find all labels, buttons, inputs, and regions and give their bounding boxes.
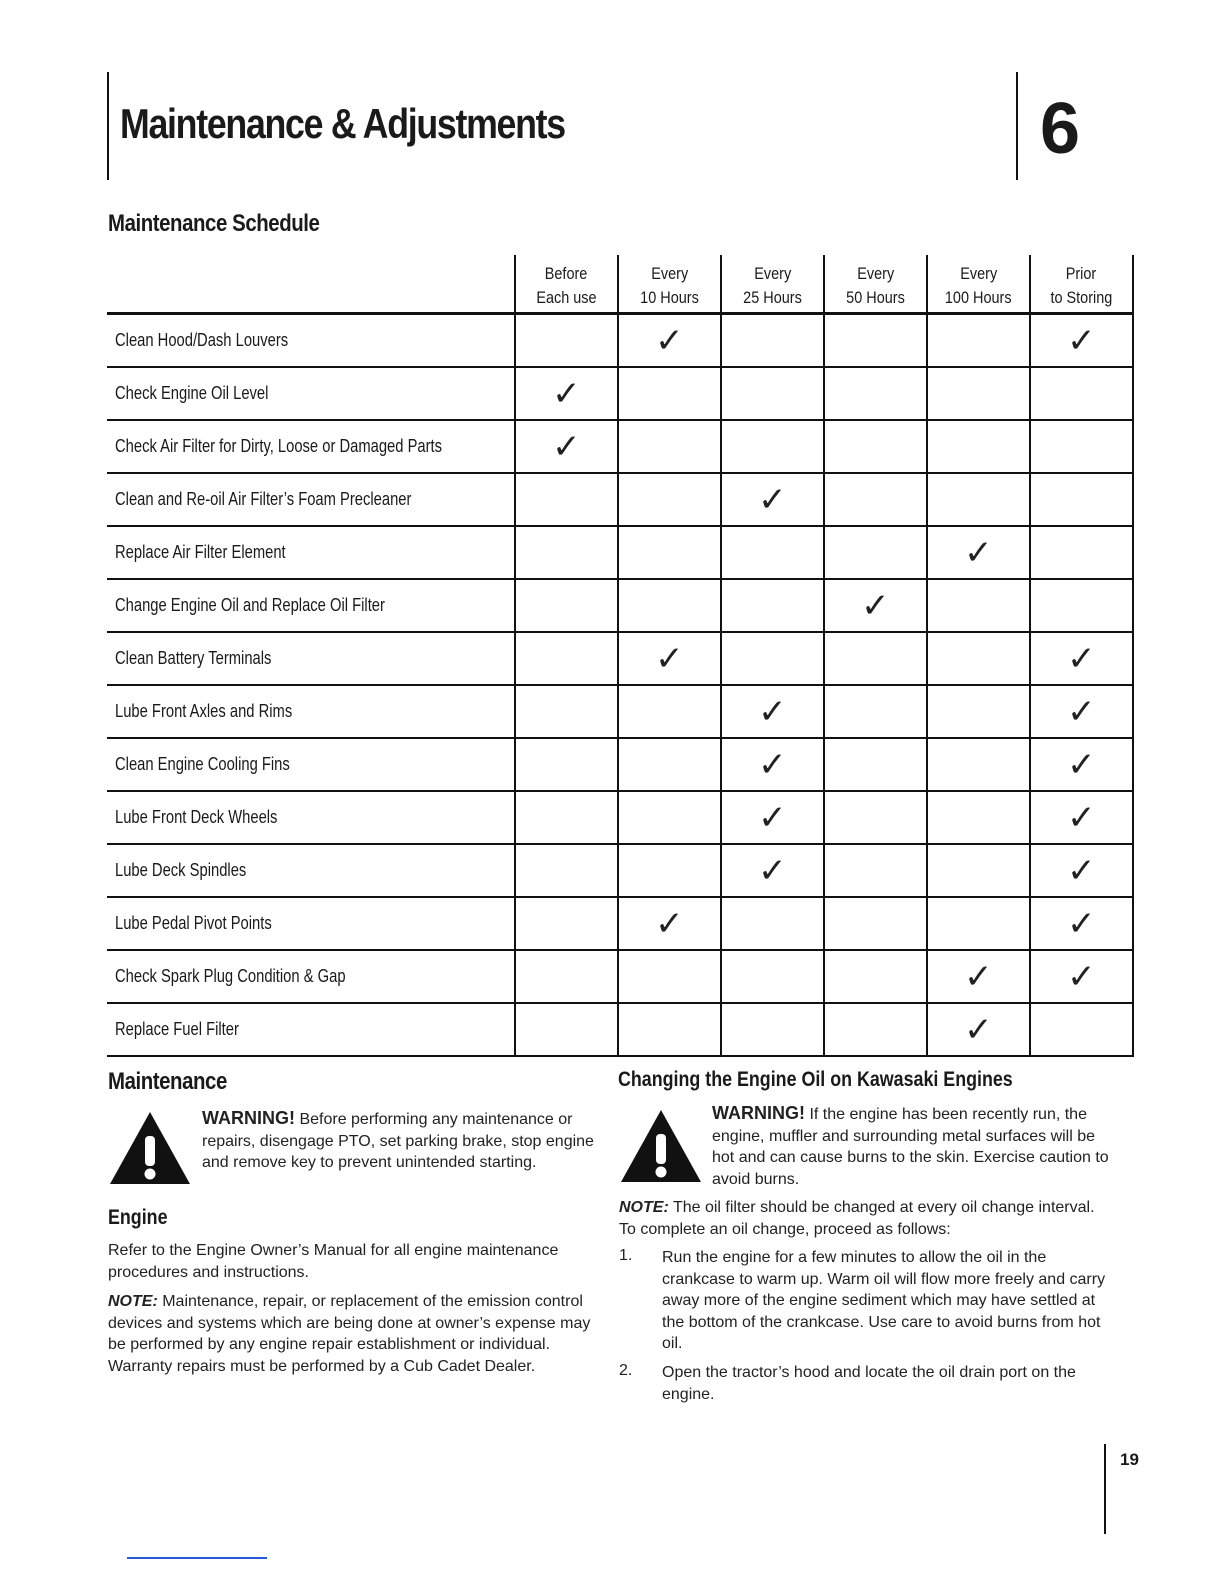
step-number: 1. (619, 1247, 633, 1264)
checkmark-icon: ✓ (1067, 850, 1096, 891)
column-header-line2: 25 Hours (742, 288, 802, 307)
task-label: Lube Front Deck Wheels (115, 807, 278, 827)
table-row (107, 685, 1133, 738)
schedule-cell (824, 632, 927, 685)
schedule-cell (515, 473, 618, 526)
schedule-cell (515, 367, 618, 420)
column-header (721, 255, 824, 314)
checkmark-icon: ✓ (655, 320, 684, 361)
column-header-line1: Before (545, 264, 588, 283)
checkmark-icon: ✓ (1067, 638, 1096, 679)
schedule-cell (515, 632, 618, 685)
checkmark-icon: ✓ (964, 956, 993, 997)
checkmark-icon: ✓ (1067, 320, 1096, 361)
schedule-cell (927, 738, 1030, 791)
schedule-cell (618, 579, 721, 632)
schedule-cell (824, 367, 927, 420)
schedule-cell (927, 950, 1030, 1003)
schedule-cell (721, 526, 824, 579)
chapter-number: 6 (1040, 89, 1081, 169)
table-header-row (107, 255, 1133, 314)
schedule-cell (515, 738, 618, 791)
task-cell (107, 791, 515, 844)
schedule-cell (721, 314, 824, 368)
note-label: NOTE: (619, 1199, 669, 1216)
oil-warning (712, 1103, 1110, 1190)
table-row (107, 526, 1133, 579)
schedule-cell (721, 1003, 824, 1056)
schedule-cell (927, 844, 1030, 897)
checkmark-icon: ✓ (758, 850, 787, 891)
checkmark-icon: ✓ (1067, 956, 1096, 997)
checkmark-icon: ✓ (964, 1009, 993, 1050)
task-label: Replace Fuel Filter (115, 1019, 239, 1039)
task-label: Replace Air Filter Element (115, 542, 286, 562)
table-row (107, 844, 1133, 897)
column-header-line2: to Storing (1050, 288, 1113, 307)
schedule-cell (824, 897, 927, 950)
column-header (515, 255, 618, 314)
schedule-cell (721, 738, 824, 791)
schedule-cell (1030, 632, 1133, 685)
checkmark-icon: ✓ (1067, 691, 1096, 732)
column-header-line2: 50 Hours (845, 288, 905, 307)
column-header-line1: Every (959, 264, 997, 283)
schedule-cell (927, 473, 1030, 526)
checkmark-icon: ✓ (1067, 797, 1096, 838)
maintenance-heading: Maintenance (108, 1068, 227, 1095)
maintenance-schedule-table (107, 255, 1134, 1057)
schedule-cell (927, 1003, 1030, 1056)
table-row (107, 1003, 1133, 1056)
schedule-cell (824, 791, 927, 844)
task-label: Check Engine Oil Level (115, 383, 269, 403)
checkmark-icon: ✓ (758, 691, 787, 732)
step-number: 2. (619, 1362, 633, 1379)
schedule-cell (618, 314, 721, 368)
column-header-line2: Each use (536, 288, 597, 307)
table-row (107, 314, 1133, 368)
checkmark-icon: ✓ (861, 585, 890, 626)
emission-note (108, 1291, 593, 1377)
schedule-cell (721, 844, 824, 897)
schedule-cell (618, 367, 721, 420)
note-label: NOTE: (108, 1293, 158, 1310)
schedule-cell (824, 526, 927, 579)
schedule-cell (1030, 897, 1133, 950)
table-row (107, 367, 1133, 420)
warning-text: Before performing any maintenance or repairs, disengage PTO, set parking brake, stop engine and remove key to prevent unintended starting. (202, 1111, 594, 1171)
footer-rule (127, 1557, 267, 1559)
note-text: Maintenance, repair, or replacement of the emission control devices and systems which are being done at owner’s expense may be performed by any engine repair establishment or individual. Warranty repairs must be performed by a Cub Cadet Dealer. (108, 1293, 591, 1375)
schedule-cell (515, 844, 618, 897)
column-header-line2: 100 Hours (944, 288, 1012, 307)
warning-label: WARNING! (202, 1108, 295, 1128)
task-label: Clean Hood/Dash Louvers (115, 330, 289, 350)
table-row (107, 950, 1133, 1003)
task-label: Lube Front Axles and Rims (115, 701, 293, 721)
schedule-cell (515, 314, 618, 368)
chapter-divider-bar (1016, 72, 1018, 180)
oil-change-heading: Changing the Engine Oil on Kawasaki Engines (618, 1068, 1013, 1091)
schedule-cell (515, 420, 618, 473)
schedule-cell (927, 526, 1030, 579)
schedule-cell (1030, 526, 1133, 579)
task-cell (107, 738, 515, 791)
oil-filter-note (619, 1197, 1099, 1240)
checkmark-icon: ✓ (758, 744, 787, 785)
engine-heading: Engine (108, 1206, 168, 1229)
schedule-cell (824, 950, 927, 1003)
checkmark-icon: ✓ (552, 373, 581, 414)
schedule-cell (515, 791, 618, 844)
step-text: Open the tractor’s hood and locate the oil drain port on the engine. (662, 1364, 1076, 1403)
schedule-cell (618, 685, 721, 738)
checkmark-icon: ✓ (552, 426, 581, 467)
checkmark-icon: ✓ (655, 903, 684, 944)
task-cell (107, 897, 515, 950)
schedule-cell (721, 420, 824, 473)
warning-triangle-icon (108, 1110, 192, 1186)
task-cell (107, 950, 515, 1003)
schedule-cell (618, 950, 721, 1003)
task-label: Change Engine Oil and Replace Oil Filter (115, 595, 385, 615)
schedule-cell (515, 950, 618, 1003)
schedule-cell (824, 314, 927, 368)
task-cell (107, 685, 515, 738)
schedule-cell (927, 632, 1030, 685)
schedule-cell (721, 579, 824, 632)
schedule-cell (824, 473, 927, 526)
task-cell (107, 844, 515, 897)
page-number: 19 (1120, 1450, 1139, 1469)
schedule-cell (927, 367, 1030, 420)
column-header (618, 255, 721, 314)
task-label: Clean Engine Cooling Fins (115, 754, 290, 774)
task-label: Lube Pedal Pivot Points (115, 913, 272, 933)
table-body (107, 314, 1133, 1057)
schedule-cell (927, 579, 1030, 632)
schedule-cell (1030, 791, 1133, 844)
schedule-cell (721, 367, 824, 420)
checkmark-icon: ✓ (758, 797, 787, 838)
checkmark-icon: ✓ (1067, 903, 1096, 944)
schedule-cell (927, 897, 1030, 950)
table-header-blank (107, 255, 515, 314)
table-row (107, 632, 1133, 685)
task-cell (107, 420, 515, 473)
schedule-cell (618, 526, 721, 579)
schedule-cell (1030, 314, 1133, 368)
schedule-cell (721, 950, 824, 1003)
task-cell (107, 526, 515, 579)
task-label: Clean and Re-oil Air Filter’s Foam Precleaner (115, 489, 412, 509)
task-cell (107, 314, 515, 368)
schedule-cell (824, 1003, 927, 1056)
schedule-cell (927, 314, 1030, 368)
schedule-cell (515, 579, 618, 632)
column-header-line2: 10 Hours (639, 288, 699, 307)
schedule-cell (515, 526, 618, 579)
schedule-cell (1030, 844, 1133, 897)
task-label: Lube Deck Spindles (115, 860, 247, 880)
task-label: Clean Battery Terminals (115, 648, 272, 668)
engine-text: Refer to the Engine Owner’s Manual for all engine maintenance procedures and instructions. (108, 1242, 559, 1281)
schedule-cell (618, 420, 721, 473)
column-header (824, 255, 927, 314)
table-row (107, 420, 1133, 473)
schedule-cell (1030, 1003, 1133, 1056)
schedule-cell (1030, 685, 1133, 738)
schedule-cell (618, 473, 721, 526)
schedule-cell (1030, 367, 1133, 420)
column-header (1030, 255, 1133, 314)
column-header-line1: Every (753, 264, 791, 283)
task-cell (107, 1003, 515, 1056)
table-row (107, 738, 1133, 791)
schedule-cell (515, 1003, 618, 1056)
schedule-title: Maintenance Schedule (108, 210, 320, 237)
task-cell (107, 367, 515, 420)
schedule-cell (515, 685, 618, 738)
maintenance-warning (202, 1108, 597, 1174)
schedule-cell (824, 685, 927, 738)
schedule-cell (618, 791, 721, 844)
checkmark-icon: ✓ (964, 532, 993, 573)
table-row (107, 473, 1133, 526)
schedule-cell (824, 579, 927, 632)
checkmark-icon: ✓ (758, 479, 787, 520)
schedule-cell (618, 844, 721, 897)
schedule-cell (927, 685, 1030, 738)
schedule-cell (1030, 579, 1133, 632)
schedule-cell (721, 632, 824, 685)
column-header-line1: Prior (1066, 264, 1097, 283)
schedule-cell (515, 897, 618, 950)
schedule-cell (1030, 473, 1133, 526)
warning-triangle-icon (619, 1108, 703, 1184)
column-header-line1: Every (650, 264, 688, 283)
schedule-cell (618, 1003, 721, 1056)
checkmark-icon: ✓ (655, 638, 684, 679)
table-row (107, 579, 1133, 632)
schedule-cell (1030, 738, 1133, 791)
checkmark-icon: ✓ (1067, 744, 1096, 785)
schedule-cell (721, 685, 824, 738)
schedule-cell (618, 632, 721, 685)
warning-text: If the engine has been recently run, the engine, muffler and surrounding metal surfaces will be hot and can cause burns to the skin. Exercise caution to avoid burns. (712, 1106, 1109, 1188)
page-title: Maintenance & Adjustments (120, 100, 565, 147)
warning-label: WARNING! (712, 1103, 805, 1123)
schedule-cell (721, 897, 824, 950)
schedule-cell (824, 420, 927, 473)
task-label: Check Spark Plug Condition & Gap (115, 966, 346, 986)
schedule-cell (927, 420, 1030, 473)
column-header (927, 255, 1030, 314)
page-number-bar (1104, 1444, 1106, 1534)
schedule-cell (824, 844, 927, 897)
step-text: Run the engine for a few minutes to allow the oil in the crankcase to warm up. Warm oil will flow more freely and carry away more of the engine sediment which may have settled at the bottom of the crankcase. Use care to avoid burns from hot oil. (662, 1249, 1106, 1352)
schedule-cell (618, 897, 721, 950)
column-header-line1: Every (856, 264, 894, 283)
table-row (107, 897, 1133, 950)
schedule-cell (618, 738, 721, 791)
task-cell (107, 473, 515, 526)
task-cell (107, 632, 515, 685)
title-left-bar (107, 72, 109, 180)
schedule-cell (1030, 420, 1133, 473)
schedule-cell (824, 738, 927, 791)
task-label: Check Air Filter for Dirty, Loose or Damaged Parts (115, 436, 443, 456)
schedule-cell (927, 791, 1030, 844)
schedule-cell (1030, 950, 1133, 1003)
task-cell (107, 579, 515, 632)
note-text: The oil filter should be changed at every oil change interval. To complete an oil change, proceed as follows: (619, 1199, 1095, 1238)
table-row (107, 791, 1133, 844)
schedule-cell (721, 473, 824, 526)
schedule-cell (721, 791, 824, 844)
